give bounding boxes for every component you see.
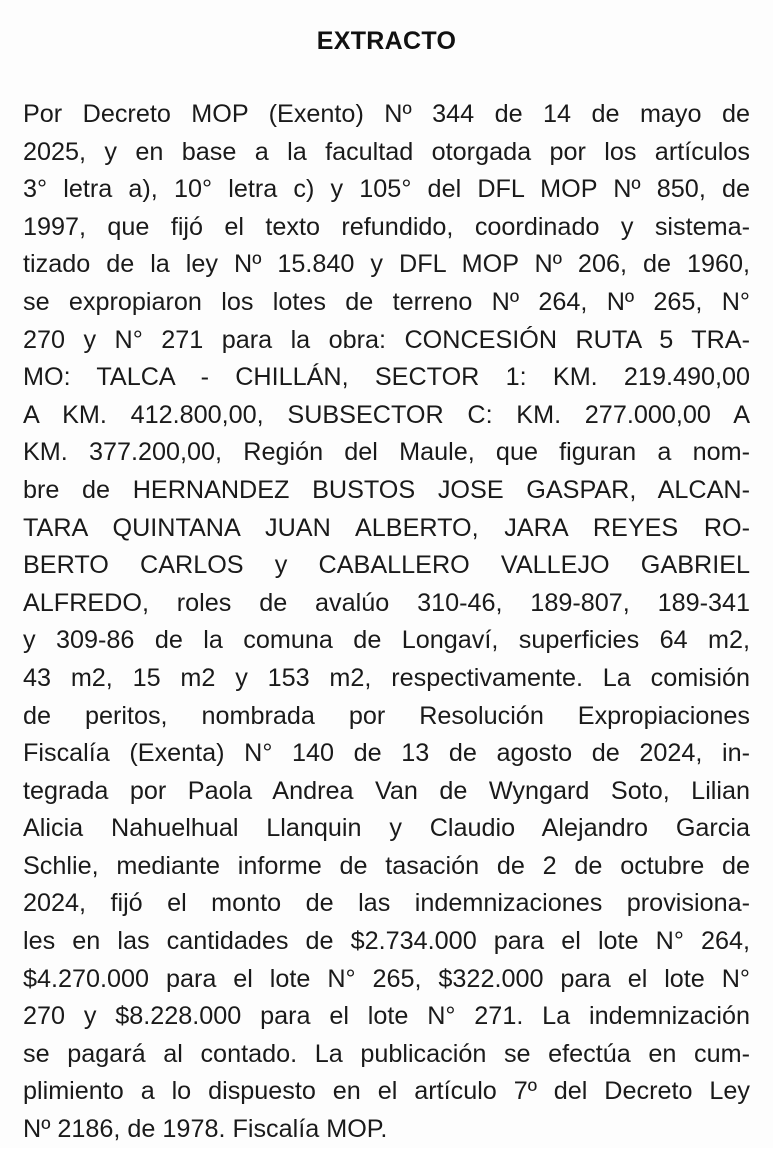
body-line: 43 m2, 15 m2 y 153 m2, respectivamente. La comisión [23, 663, 750, 692]
body-line: ALFREDO, roles de avalúo 310-46, 189-807, 189-341 [23, 588, 750, 617]
body-line: bre de HERNANDEZ BUSTOS JOSE GASPAR, ALCAN- [23, 475, 750, 504]
body-line: plimiento a lo dispuesto en el artículo 7º del Decreto Ley [23, 1077, 750, 1106]
body-line: 1997, que fijó el texto refundido, coordinado y sistema- [23, 212, 750, 241]
body-line: Schlie, mediante informe de tasación de 2 de octubre de [23, 851, 750, 880]
body-line: 2024, fijó el monto de las indemnizaciones provisiona- [23, 889, 750, 918]
body-line: 270 y $8.228.000 para el lote N° 271. La indemnización [23, 1002, 750, 1031]
body-line: Por Decreto MOP (Exento) Nº 344 de 14 de mayo de [23, 100, 750, 128]
body-line: tegrada por Paola Andrea Van de Wyngard Soto, Lilian [23, 776, 750, 805]
body-line: Fiscalía (Exenta) N° 140 de 13 de agosto de 2024, in- [23, 739, 750, 768]
body-line: de peritos, nombrada por Resolución Expropiaciones [23, 701, 750, 730]
body-line: KM. 377.200,00, Región del Maule, que figuran a nom- [23, 438, 750, 467]
body-line: se pagará al contado. La publicación se efectúa en cum- [23, 1039, 750, 1068]
body-line: y 309-86 de la comuna de Longaví, superficies 64 m2, [23, 626, 750, 655]
body-line: A KM. 412.800,00, SUBSECTOR C: KM. 277.000,00 A [23, 400, 750, 429]
body-line: BERTO CARLOS y CABALLERO VALLEJO GABRIEL [23, 551, 750, 580]
body-line: 2025, y en base a la facultad otorgada por los artículos [23, 137, 750, 166]
body-line: $4.270.000 para el lote N° 265, $322.000 para el lote N° [23, 964, 750, 993]
body-line: tizado de la ley Nº 15.840 y DFL MOP Nº 206, de 1960, [23, 250, 750, 279]
body-line: TARA QUINTANA JUAN ALBERTO, JARA REYES RO- [23, 513, 750, 542]
body-line: 3° letra a), 10° letra c) y 105° del DFL MOP Nº 850, de [23, 175, 750, 204]
body-line: Alicia Nahuelhual Llanquin y Claudio Alejandro Garcia [23, 814, 750, 843]
body-line: se expropiaron los lotes de terreno Nº 264, Nº 265, N° [23, 287, 750, 316]
body-line: 270 y N° 271 para la obra: CONCESIÓN RUTA 5 TRA- [23, 325, 750, 354]
document-title: EXTRACTO [316, 27, 457, 55]
body-line: les en las cantidades de $2.734.000 para el lote N° 264, [23, 927, 750, 956]
body-line: Nº 2186, de 1978. Fiscalía MOP. [23, 1115, 388, 1144]
body-line: MO: TALCA - CHILLÁN, SECTOR 1: KM. 219.490,00 [23, 363, 750, 392]
extract-body [23, 96, 750, 1149]
